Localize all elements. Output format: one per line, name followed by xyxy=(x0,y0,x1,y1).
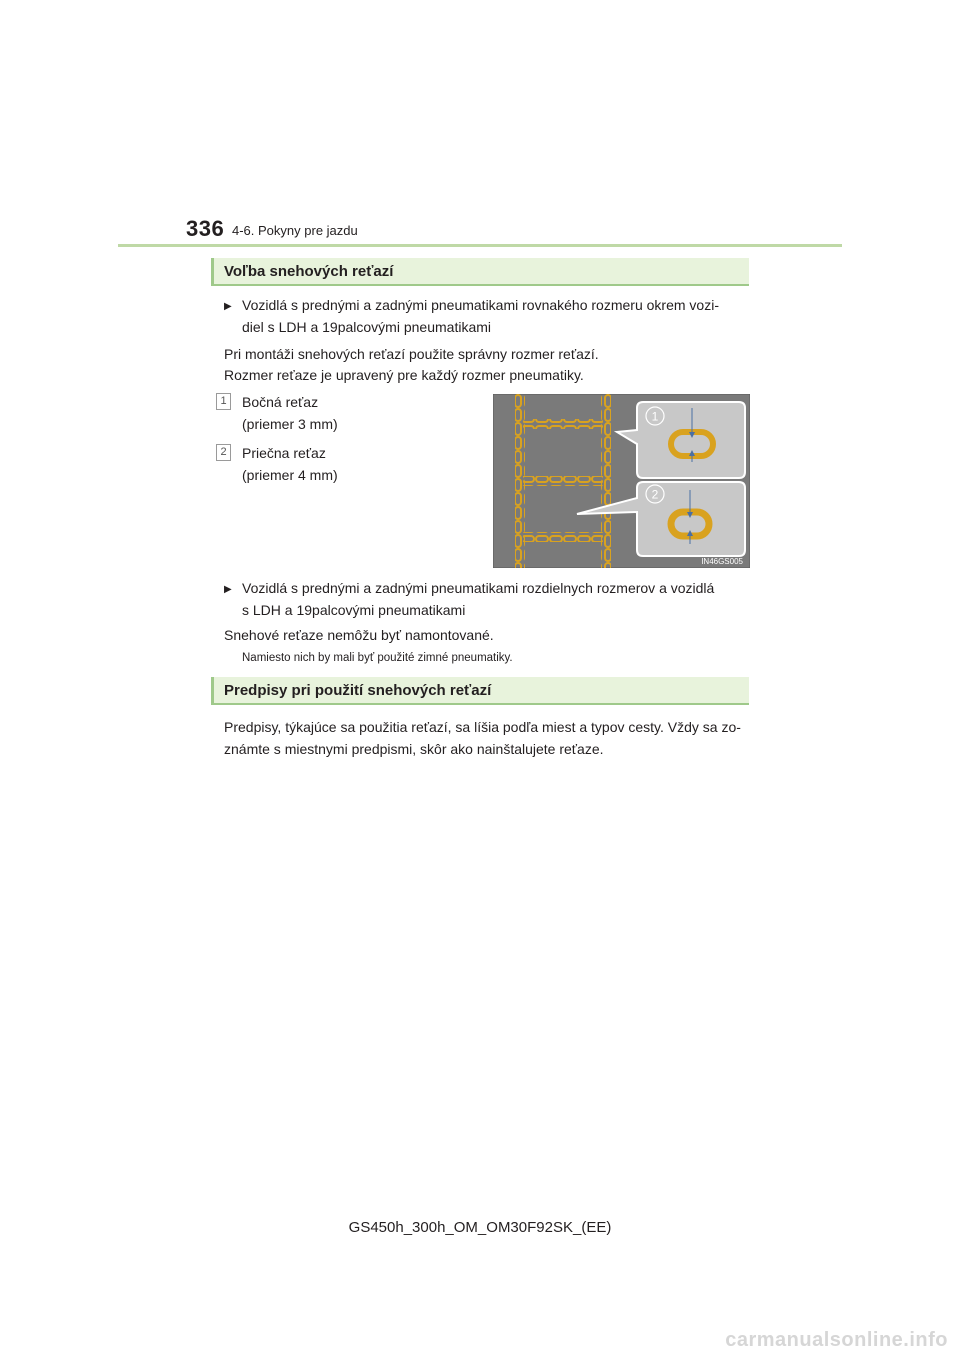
bullet-text-line: s LDH a 19palcovými pneumatikami xyxy=(242,602,466,618)
section-heading-chain-regulations xyxy=(211,677,749,705)
page-number: 336 xyxy=(186,216,225,241)
triangle-bullet-icon: ▶ xyxy=(224,584,232,595)
header-divider xyxy=(118,244,842,247)
paragraph-line: známte s miestnymi predpismi, skôr ako nainštalujete reťaze. xyxy=(224,741,604,757)
cross-chain xyxy=(523,532,603,542)
footer-doc-code: GS450h_300h_OM_OM30F92SK_(EE) xyxy=(348,1219,612,1236)
snow-chain-illustration xyxy=(493,394,750,568)
section-heading-snow-chains xyxy=(211,258,749,286)
cross-chain xyxy=(523,476,603,486)
bullet-text-line: diel s LDH a 19palcovými pneumatikami xyxy=(242,319,491,335)
item-number-badge: 1 xyxy=(216,393,231,410)
figure-code: IN46GS005 xyxy=(701,557,743,566)
paragraph-line: Rozmer reťaze je upravený pre každý rozmer pneumatiky. xyxy=(224,367,584,383)
callout-number-2: 2 xyxy=(651,487,659,502)
header-section-title: 4-6. Pokyny pre jazdu xyxy=(232,223,358,238)
callout-number-1: 1 xyxy=(651,409,659,424)
callout-panel-1 xyxy=(617,402,745,478)
bullet-text-line: Vozidlá s prednými a zadnými pneumatikami rovnakého rozmeru okrem vozi- xyxy=(242,297,719,313)
item-number-badge: 2 xyxy=(216,444,231,461)
bullet-text-line: Vozidlá s prednými a zadnými pneumatikami rozdielnych rozmerov a vozidlá xyxy=(242,580,715,596)
cross-chain xyxy=(523,419,603,429)
paragraph-line: Predpisy, týkajúce sa použitia reťazí, sa líšia podľa miest a typov cesty. Vždy sa zo- xyxy=(224,719,741,735)
watermark-text: carmanualsonline.info xyxy=(725,1329,948,1351)
triangle-bullet-icon: ▶ xyxy=(224,301,232,312)
paragraph-line: Snehové reťaze nemôžu byť namontované. xyxy=(224,627,494,643)
note-text: Namiesto nich by mali byť použité zimné pneumatiky. xyxy=(242,652,513,664)
paragraph-line: Pri montáži snehových reťazí použite správny rozmer reťazí. xyxy=(224,346,599,362)
item-detail: (priemer 4 mm) xyxy=(242,467,338,483)
section-heading-text: Predpisy pri použití snehových reťazí xyxy=(224,682,492,699)
item-label: Bočná reťaz xyxy=(242,394,319,410)
item-label: Priečna reťaz xyxy=(242,445,326,461)
item-detail: (priemer 3 mm) xyxy=(242,416,338,432)
section-heading-text: Voľba snehových reťazí xyxy=(224,263,394,280)
